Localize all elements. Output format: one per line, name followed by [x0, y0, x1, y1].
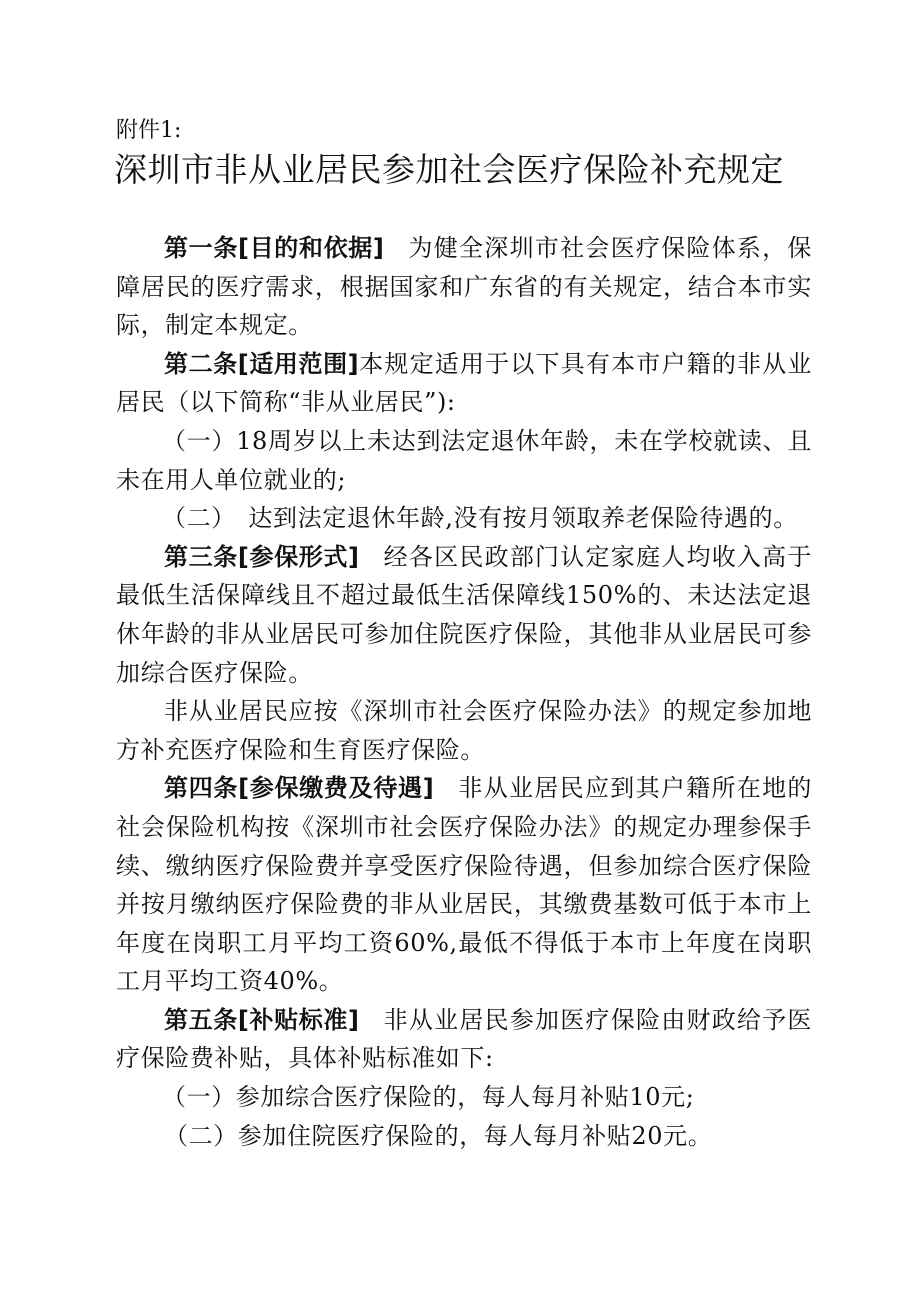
- article-3-text: 经各区民政部门认定家庭人均收入高于最低生活保障线且不超过最低生活保障线150%的、未达法定退休年龄的非从业居民可参加住院医疗保险，其他非从业居民可参加综合医疗保险。: [116, 542, 812, 687]
- article-5-paragraph: [116, 1001, 812, 1078]
- article-4-text: 非从业居民应到其户籍所在地的社会保险机构按《深圳市社会医疗保险办法》的规定办理参保手续、缴纳医疗保险费并享受医疗保险待遇，但参加综合医疗保险并按月缴纳医疗保险费的非从业居民，其缴费基数可低于本市上年度在岗职工月平均工资60%,最低不得低于本市上年度在岗职工月平均工资40%。: [116, 774, 813, 996]
- article-2-paragraph: [116, 345, 812, 422]
- attachment-label: 附件1:: [116, 118, 182, 143]
- document-body: [116, 229, 812, 1155]
- article-2-item-2: （二） 达到法定退休年龄,没有按月领取养老保险待遇的。: [162, 504, 798, 533]
- article-5-item-1: （一）参加综合医疗保险的，每人每月补贴10元;: [162, 1083, 695, 1112]
- article-5-item-2: （二）参加住院医疗保险的，每人每月补贴20元。: [164, 1121, 713, 1150]
- article-2-heading: 第二条[适用范围]: [164, 349, 359, 378]
- document-title: 深圳市非从业居民参加社会医疗保险补充规定: [114, 150, 784, 189]
- article-1-text: 为健全深圳市社会医疗保险体系，保障居民的医疗需求，根据国家和广东省的有关规定，结合本市实际，制定本规定。: [116, 234, 813, 340]
- article-1-paragraph: [116, 229, 812, 345]
- article-3-paragraph: [116, 538, 812, 692]
- article-3-supplement: 非从业居民应按《深圳市社会医疗保险办法》的规定参加地方补充医疗保险和生育医疗保险。: [116, 697, 812, 764]
- article-2-item-1: （一）18周岁以上未达到法定退休年龄，未在学校就读、且未在用人单位就业的;: [116, 426, 812, 494]
- article-4-heading: 第四条[参保缴费及待遇]: [164, 774, 434, 803]
- article-5-text: 非从业居民参加医疗保险由财政给予医疗保险费补贴，具体补贴标准如下:: [116, 1005, 812, 1073]
- article-5-heading: 第五条[补贴标准]: [164, 1005, 360, 1034]
- article-1-heading: 第一条[目的和依据]: [164, 234, 384, 262]
- article-3-heading: 第三条[参保形式]: [164, 542, 360, 571]
- article-2-text: 本规定适用于以下具有本市户籍的非从业居民（以下简称“非从业居民”):: [116, 349, 812, 417]
- article-4-paragraph: [116, 769, 812, 1001]
